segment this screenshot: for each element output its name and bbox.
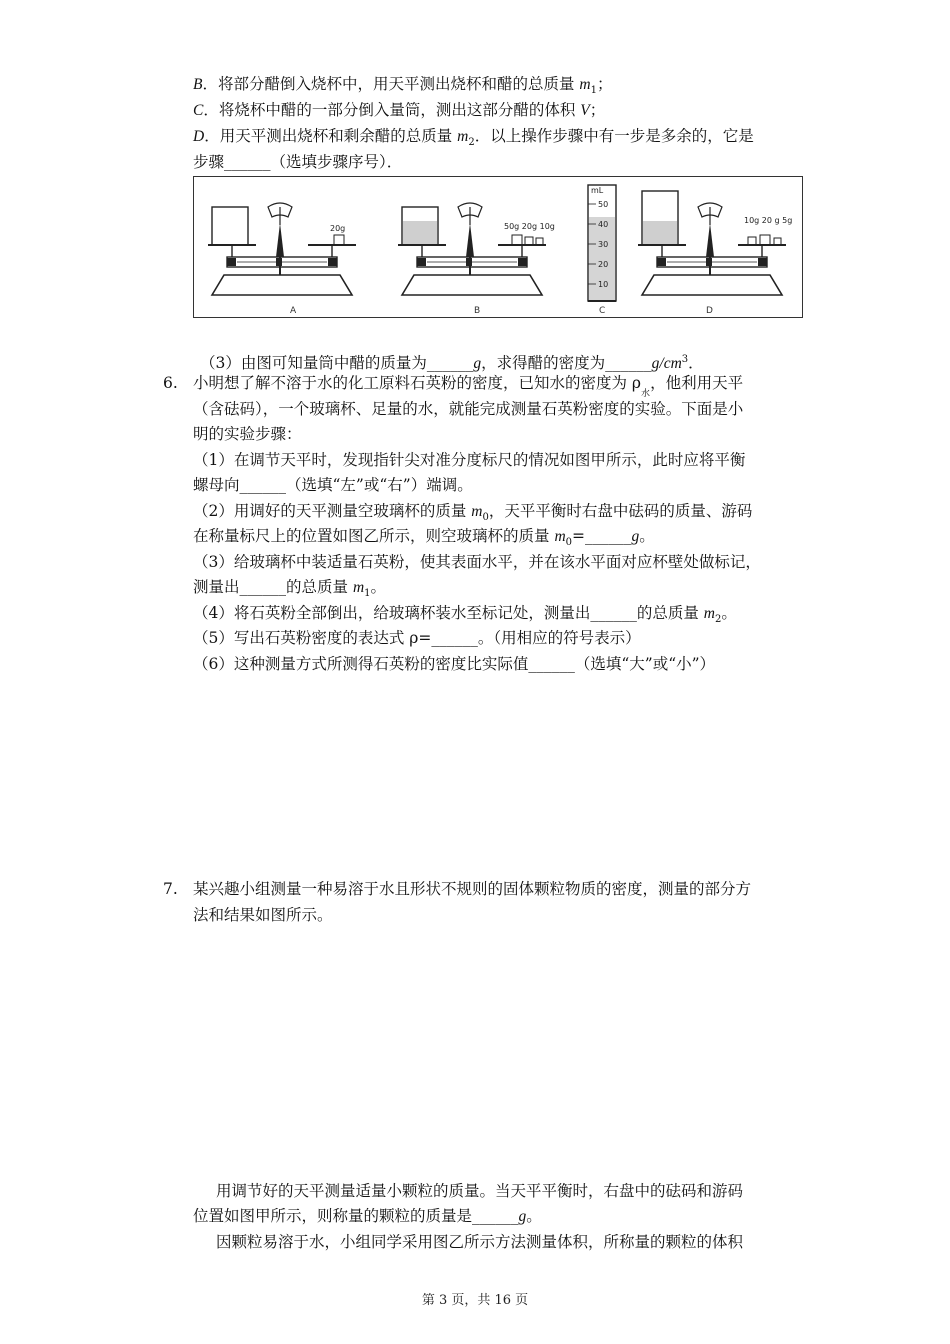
- q6-line-2: （含砝码），一个玻璃杯、足量的水，就能完成测量石英粉密度的实验。下面是小: [193, 400, 744, 418]
- math-sub: 0: [565, 537, 573, 548]
- question-number-6: 6.: [163, 374, 178, 392]
- unit: g/cm: [651, 355, 682, 373]
- cylinder-tick: 50: [598, 200, 609, 209]
- part3-text: ，求得醋的密度为______: [481, 354, 652, 373]
- balance-d: [638, 191, 792, 316]
- q6-text: （2）用调好的天平测量空玻璃杯的质量: [193, 502, 472, 520]
- cylinder-tick: 40: [598, 220, 609, 229]
- q6-text: 。: [721, 604, 737, 622]
- math-var: m: [352, 579, 365, 596]
- q6-step6: （6）这种测量方式所测得石英粉的密度比实际值______（选填“大”或“小”）: [193, 655, 716, 673]
- unit: g: [518, 1208, 527, 1225]
- math-var: m: [554, 528, 566, 545]
- step-letter: D: [193, 128, 205, 145]
- step-tail: ；: [589, 101, 606, 119]
- figure-label-d: D: [706, 306, 713, 316]
- q7-line-1: 某兴趣小组测量一种易溶于水且形状不规则的固体颗粒物质的密度，测量的部分方: [193, 880, 752, 898]
- q5-step-c: [193, 99, 605, 122]
- q7-text: 位置如图甲所示，则称量的颗粒的质量是______: [193, 1207, 519, 1225]
- math-sub: 1: [364, 588, 371, 599]
- step-text: ．用天平测出烧杯和剩余醋的总质量: [204, 127, 458, 145]
- figure-label-c: C: [599, 306, 606, 316]
- unit-sup: 3: [681, 354, 689, 365]
- cylinder-tick: 10: [598, 280, 609, 289]
- step-tail: ；: [596, 75, 613, 93]
- q6-text: 在称量标尺上的位置如图乙所示，则空玻璃杯的质量: [193, 527, 555, 545]
- math-var: V: [580, 102, 590, 119]
- part3-text: （3）由图可知量筒中醋的质量为______: [200, 354, 474, 373]
- q6-step2-line2: [193, 525, 655, 554]
- balance-b: [398, 203, 555, 316]
- q7-para1-line1: 用调节好的天平测量适量小颗粒的质量。当天平平衡时，右盘中的砝码和游码: [216, 1182, 744, 1200]
- cylinder-tick: 20: [598, 260, 609, 269]
- q6-text: 小明想了解不溶于水的化工原料石英粉的密度，已知水的密度为 ρ: [193, 374, 642, 392]
- q6-line-3: 明的实验步骤：: [193, 425, 302, 443]
- q6-text: =______: [572, 527, 632, 545]
- math-var: m: [579, 76, 591, 93]
- graduated-cylinder-c: [588, 185, 616, 316]
- figure-label-a: A: [290, 306, 297, 316]
- math-var: m: [703, 605, 715, 622]
- rho-sub: 水: [641, 389, 651, 399]
- question-number-7: 7.: [163, 880, 178, 898]
- q6-text: 测量出______的总质量: [193, 578, 353, 596]
- q5-step-d-continued: 步骤______（选填步骤序号）．: [193, 153, 403, 171]
- q7-para1-line2: [193, 1205, 542, 1228]
- q5-figure: [193, 176, 803, 318]
- step-letter: C: [193, 102, 204, 119]
- q6-text: 。: [639, 527, 655, 545]
- weights-label-b: 50g 20g 10g: [504, 222, 555, 231]
- math-sub: 1: [590, 85, 597, 96]
- math-var: m: [471, 503, 483, 520]
- math-sub: 2: [715, 614, 722, 625]
- q6-text: 。: [370, 578, 387, 596]
- q7-text: 。: [526, 1207, 542, 1225]
- q6-step3-line1: （3）给玻璃杯中装适量石英粉，使其表面水平，并在该水平面对应杯壁处做标记，: [193, 553, 761, 571]
- q6-step1-line2: 螺母向______（选填“左”或“右”）端调。: [193, 476, 473, 494]
- q6-text: ，他利用天平: [650, 374, 744, 392]
- balance-a: [208, 203, 356, 316]
- q6-step1-line1: （1）在调节天平时，发现指针尖对准分度标尺的情况如图甲所示，此时应将平衡: [193, 451, 746, 469]
- q5-step-b: [193, 73, 613, 102]
- q7-line-2: 法和结果如图所示。: [193, 906, 333, 924]
- step-tail: ．以上操作步骤中有一步是多余的，它是: [474, 127, 754, 145]
- q6-text: （4）将石英粉全部倒出，给玻璃杯装水至标记处，测量出______的总质量: [193, 604, 704, 622]
- step-text: ．将烧杯中醋的一部分倒入量筒，测出这部分醋的体积: [203, 101, 581, 119]
- unit: g: [631, 528, 640, 545]
- unit: g: [473, 355, 482, 373]
- step-letter: B: [193, 76, 203, 93]
- step-text: ．将部分醋倒入烧杯中，用天平测出烧杯和醋的总质量: [202, 75, 580, 93]
- q6-text: ，天平平衡时右盘中砝码的质量、游码: [488, 502, 753, 520]
- cylinder-unit: mL: [591, 186, 604, 195]
- math-sub: 2: [468, 137, 475, 148]
- q7-para2-line1: 因颗粒易溶于水，小组同学采用图乙所示方法测量体积，所称量的颗粒的体积: [216, 1233, 744, 1251]
- part3-end: ．: [688, 354, 704, 373]
- page-footer: 第 3 页，共 16 页: [421, 1293, 529, 1308]
- q6-step5: （5）写出石英粉密度的表达式 ρ=______。（用相应的符号表示）: [193, 629, 641, 647]
- q6-step3-line2: [193, 576, 386, 605]
- cylinder-tick: 30: [598, 240, 609, 249]
- weights-label-a: 20g: [330, 224, 346, 233]
- figure-label-b: B: [474, 306, 481, 316]
- weights-label-d: 10g 20 g 5g: [744, 216, 793, 225]
- q5-figure-drawing: [194, 177, 804, 319]
- math-sub: 0: [482, 512, 489, 523]
- math-var: m: [457, 128, 469, 145]
- q5-step-d: [193, 125, 754, 154]
